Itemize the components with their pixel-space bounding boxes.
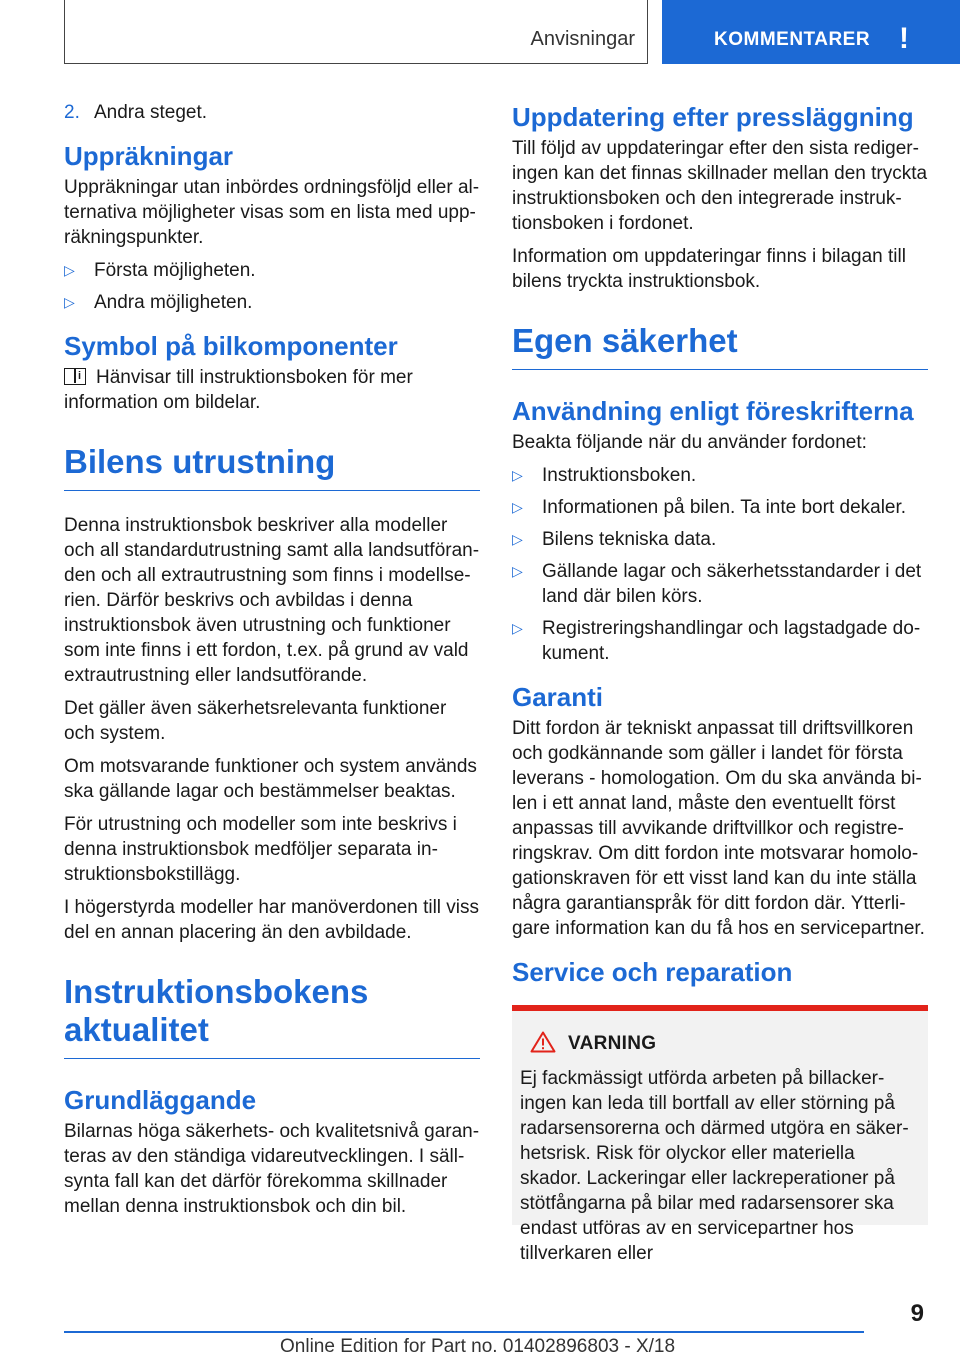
step-text: Andra steget. [94,102,208,123]
comments-tab[interactable] [662,0,960,64]
exclamation-icon: ! [899,22,909,55]
paragraph-warranty: Ditt fordon är tekniskt anpassat till driftsvillkoren och godkännande som gäller i landet för första leverans - homologation. Om du ska använda bilen i ett annat land, måste den eventuellt först anpassas till avvikande driftvillkor och registreringskrav. Om ditt fordon inte motsvarar homologationskraven för ett visst land kan du inte ställa några garantianspråk för ditt fordon där. Ytterligare information kan du få hos en servicepartner. [512,718,925,939]
symbol-paragraph [64,365,480,415]
list-item-text: Andra möjligheten. [94,292,253,313]
list-item-text: Informationen på bilen. Ta inte bort dekaler. [542,497,907,518]
paragraph-use: Beakta följande när du använder fordonet: [512,432,867,453]
symbol-text: Hänvisar till instruktionsboken för mer information om bildelar. [64,367,413,413]
footer-divider [64,1331,864,1333]
list-item-text: Gällande lagar och säkerhetsstandarder i det land där bilen körs. [542,561,922,607]
list-item [64,290,480,315]
list-item [512,463,928,488]
section-header [64,0,648,64]
list-item-text: Bilens tekniska data. [542,529,717,550]
heading-safety: Egen säkerhet [512,322,928,370]
heading-lists: Uppräkningar [64,141,234,171]
paragraph-update: Information om uppdateringar finns i bilagan till bilens tryckta instruktionsbok. [512,246,906,292]
section-label: Anvisningar [530,28,635,50]
heading-basic: Grundläggande [64,1085,257,1115]
paragraph-equipment: Det gäller även säkerhetsrelevanta funktioner och system. [64,698,447,744]
heading-use: Användning enligt föreskrifterna [512,396,914,426]
warning-box [512,1005,928,1264]
heading-service: Service och reparation [512,957,793,987]
paragraph-equipment: För utrustning och modeller som inte beskrivs i denna instruktionsbok medföljer separata instruktionsbokstillägg. [64,814,457,885]
paragraph-equipment: Denna instruktionsbok beskriver alla modeller och all standardutrustning samt alla landsutföranden och all extrautrustning som finns i modellserien. Därför beskrivs och avbildas i denna instruktionsbok även utrustning och funktioner som inte finns i ett fordon, t.ex. på grund av vald extrautrustning eller landsutförande. [64,515,480,686]
triangle-bullet-icon: ▷ [512,563,523,579]
triangle-bullet-icon: ▷ [64,262,75,278]
triangle-bullet-icon: ▷ [64,294,75,310]
step-item [64,100,480,125]
left-column [64,100,480,1227]
heading-actuality: Instruktionsbokens aktualitet [64,973,480,1059]
warning-header [530,1031,920,1056]
heading-symbol: Symbol på bilkomponenter [64,331,398,361]
paragraph-update: Till följd av uppdateringar efter den sista redigeringen kan det finnas skillnader mellan den tryckta instruktionsboken och den integrerade instruktionsboken i fordonet. [512,138,928,234]
comments-tab-label: KOMMENTARER [714,29,871,50]
paragraph-equipment: Om motsvarande funktioner och system används ska gällande lagar och bestämmelser beaktas. [64,756,477,802]
heading-warranty: Garanti [512,682,604,712]
heading-update: Uppdatering efter pressläggning [512,102,914,132]
list-item [512,527,928,552]
triangle-bullet-icon: ▷ [512,620,523,636]
warning-text: Ej fackmässigt utförda arbeten på billackeringen kan leda till bortfall av eller störning på radarsensorerna och därmed utgöra en säkerhetsrisk. Risk för olyckor eller materiella skador. Lackeringar eller lackreperationer på stötfångarna på bilar med radarsensorer ska endast utföras av en servicepartner hos tillverkaren eller [520,1068,909,1264]
manual-book-icon: i [64,368,86,385]
list-item-text: Registreringshandlingar och lagstadgade dokument. [542,618,921,664]
paragraph-basic: Bilarnas höga säkerhets- och kvalitetsnivå garanteras av den ständiga vidareutvecklingen. I sällsynta fall kan det därför förekomma skillnader mellan denna instruktionsbok och din bil. [64,1121,480,1217]
heading-equipment: Bilens utrustning [64,443,480,491]
list-item-text: Första möjligheten. [94,260,256,281]
step-number: 2. [64,102,80,123]
list-item [64,258,480,283]
triangle-bullet-icon: ▷ [512,531,523,547]
page-number: 9 [910,1300,924,1327]
list-item [512,559,928,609]
edition-footer: Online Edition for Part no. 01402896803 - X/18 [280,1336,676,1357]
top-bar [0,0,960,66]
list-item [512,495,928,520]
list-item [512,616,928,666]
right-column [512,100,928,1264]
paragraph-lists: Uppräkningar utan inbördes ordningsföljd eller alternativa möjligheter visas som en lista med uppräkningspunkter. [64,177,480,248]
triangle-bullet-icon: ▷ [512,499,523,515]
paragraph-equipment: I högerstyrda modeller har manöverdonen till viss del en annan placering än den avbildade. [64,897,480,943]
triangle-bullet-icon: ▷ [512,467,523,483]
list-item-text: Instruktionsboken. [542,465,697,486]
warning-label: VARNING [568,1033,657,1054]
warning-triangle-icon [530,1031,556,1053]
